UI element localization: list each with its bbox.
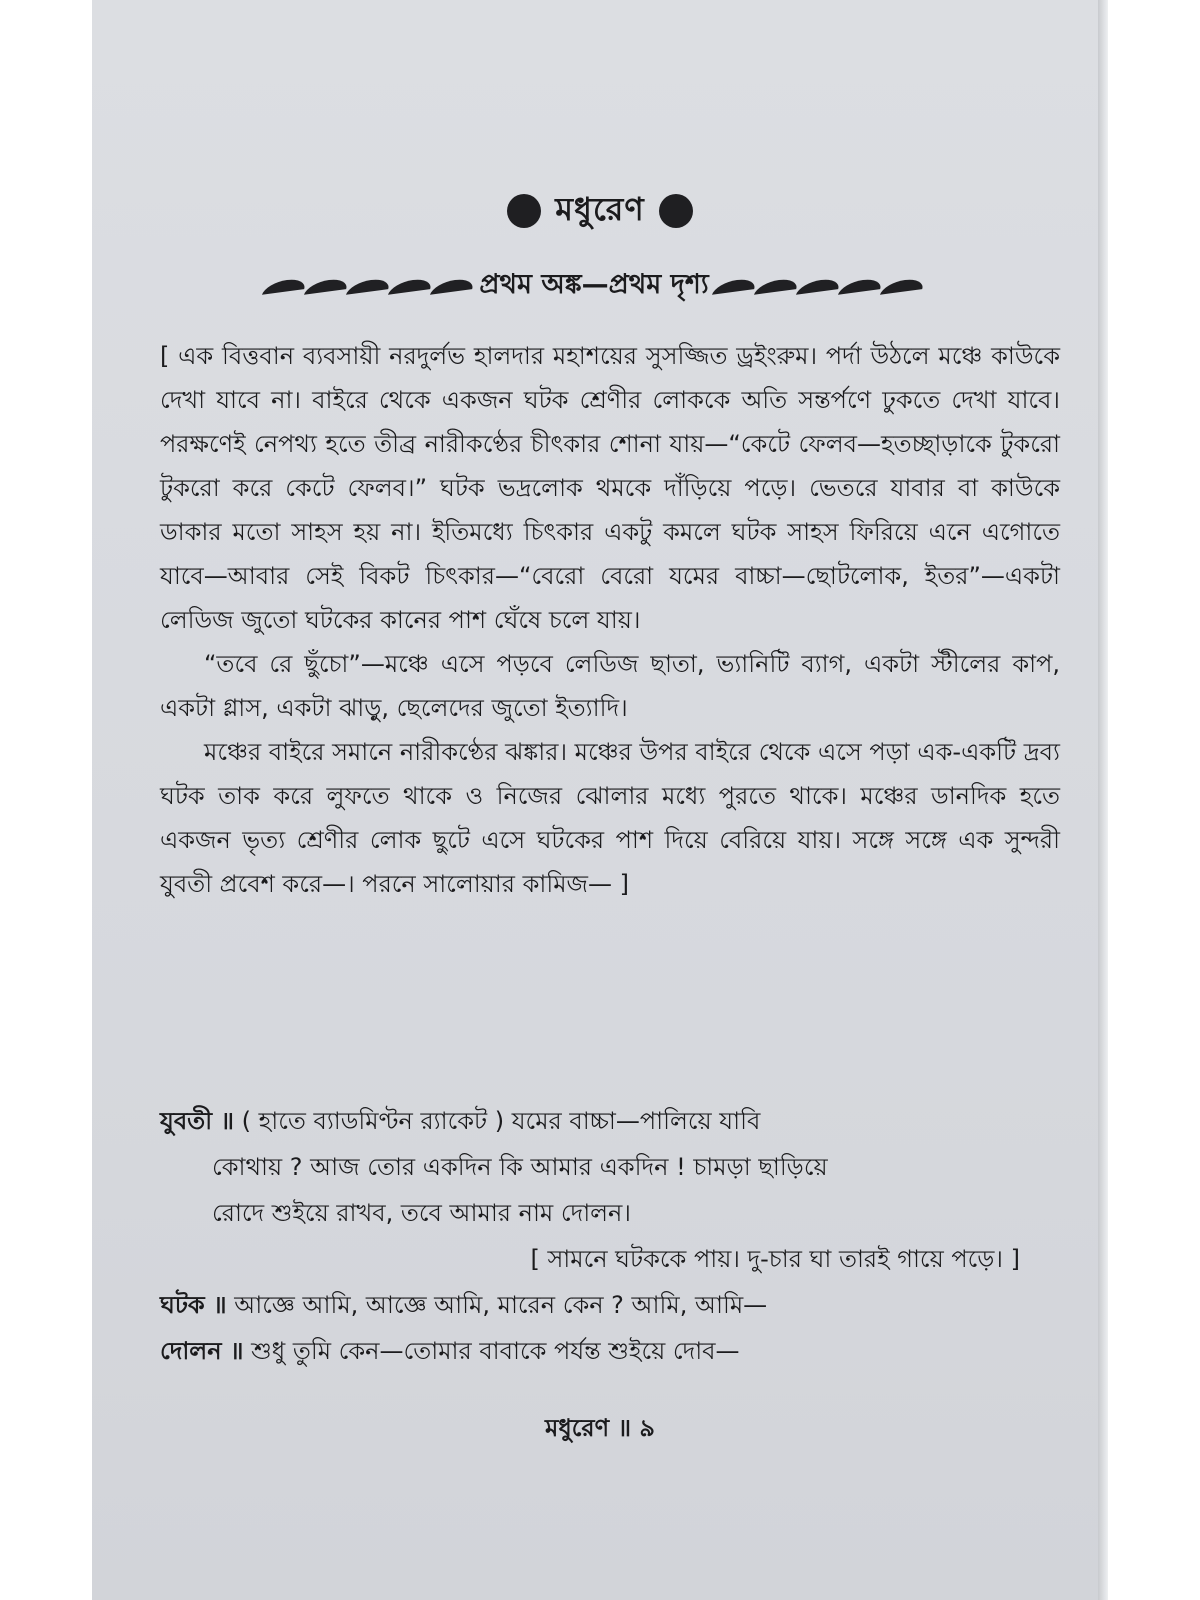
bullet-right-icon [659,194,693,228]
page-edge [1098,0,1108,1600]
ornament-left-icon [265,280,473,292]
dialogue-line: রোদে শুইয়ে রাখব, তবে আমার নাম দোলন। [212,1199,631,1227]
scene-heading-row [174,264,1014,308]
speaker-name: দোলন ॥ [160,1337,244,1365]
page-footer: মধুরেণ ॥ ৯ [545,1414,655,1442]
stage-direction [160,334,1060,906]
title-row [92,186,1108,236]
dialogue-text: আজ্ঞে আমি, আজ্ঞে আমি, মারেন কেন ? আমি, আমি— [226,1291,768,1319]
stage-paragraph: মঞ্চের বাইরে সমানে নারীকণ্ঠের ঝঙ্কার। মঞ্চের উপর বাইরে থেকে এসে পড়া এক-একটি দ্রব্য ঘটক তাক করে লুফতে থাকে ও নিজের ঝোলার মধ্যে পুরতে থাকে। মঞ্চের ডানদিক হতে একজন ভৃত্য শ্রেণীর লোক ছুটে এসে ঘটকের পাশ দিয়ে বেরিয়ে যায়। সঙ্গে সঙ্গে এক সুন্দরী যুবতী প্রবেশ করে—। পরনে সালোয়ার কামিজ— ] [160,738,1060,898]
stage-paragraph: “তবে রে ছুঁচো”—মঞ্চে এসে পড়বে লেডিজ ছাতা, ভ্যানিটি ব্যাগ, একটা স্টীলের কাপ, একটা গ্লাস, একটা ঝাড়ু, ছেলেদের জুতো ইত্যাদি। [160,650,1060,722]
dialogue-line: কোথায় ? আজ তোর একদিন কি আমার একদিন ! চামড়া ছাড়িয়ে [212,1153,828,1181]
book-title: মধুরেণ [555,190,645,228]
speaker-name: ঘটক ॥ [160,1291,227,1319]
bullet-left-icon [507,194,541,228]
ornament-right-icon [715,280,923,292]
dialogue-block [160,1098,1060,1374]
stage-paragraph: [ এক বিত্তবান ব্যবসায়ী নরদুর্লভ হালদার মহাশয়ের সুসজ্জিত ড্রইংরুম। পর্দা উঠলে মঞ্চে কাউকে দেখা যাবে না। বাইরে থেকে একজন ঘটক শ্রেণীর লোককে অতি সন্তর্পণে ঢুকতে দেখা যাবে। পরক্ষণেই নেপথ্য হতে তীব্র নারীকণ্ঠের চীৎকার শোনা যায়—“কেটে ফেলব—হতচ্ছাড়াকে টুকরো টুকরো করে কেটে ফেলব।” ঘটক ভদ্রলোক থমকে দাঁড়িয়ে পড়ে। ভেতরে যাবার বা কাউকে ডাকার মতো সাহস হয় না। ইতিমধ্যে চিৎকার একটু কমলে ঘটক সাহস ফিরিয়ে এনে এগোতে যাবে—আবার সেই বিকট চিৎকার—“বেরো বেরো যমের বাচ্চা—ছোটলোক, ইতর”—একটা লেডিজ জুতো ঘটকের কানের পাশ ঘেঁষে চলে যায়। [160,342,1060,634]
dialogue-line [160,1282,1060,1328]
book-page [92,0,1108,1600]
dialogue-line [160,1328,1060,1374]
speaker-name: যুবতী ॥ [160,1107,234,1135]
inline-stage-direction: [ সামনে ঘটককে পায়। দু-চার ঘা তারই গায়ে পড়ে। ] [530,1245,1020,1273]
dialogue-line [160,1098,1060,1144]
dialogue-text: ( হাতে ব্যাডমিণ্টন র‍্যাকেট ) যমের বাচ্চা—পালিয়ে যাবি [234,1107,761,1135]
scene-heading: প্রথম অঙ্ক—প্রথম দৃশ্য [479,268,709,300]
dialogue-text: শুধু তুমি কেন—তোমার বাবাকে পর্যন্ত শুইয়ে দোব— [243,1337,740,1365]
